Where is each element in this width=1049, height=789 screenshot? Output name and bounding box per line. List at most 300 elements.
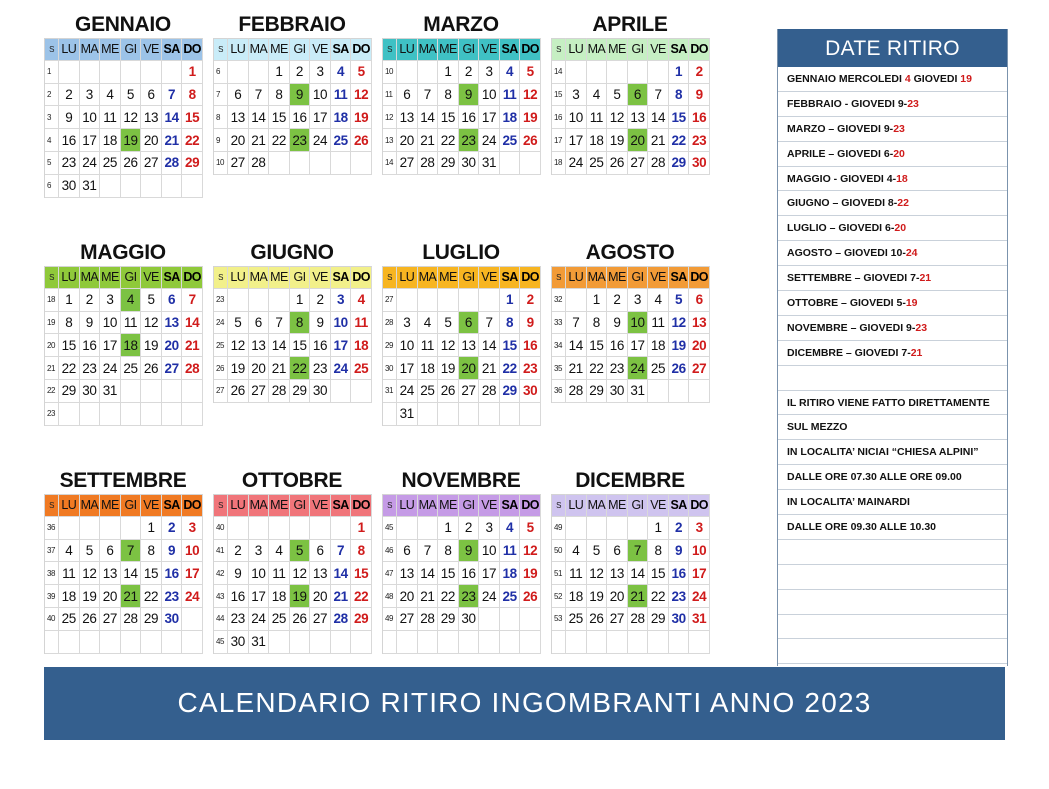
month-title: MAGGIO — [80, 241, 166, 264]
day-cell — [397, 61, 418, 84]
day-cell: 10 — [331, 312, 352, 335]
day-cell — [669, 380, 690, 403]
day-cell: 23 — [80, 357, 101, 380]
day-cell — [100, 631, 121, 654]
day-cell: 6 — [689, 289, 710, 312]
day-cell — [351, 152, 372, 175]
day-cell: 16 — [669, 562, 690, 585]
day-cell: 1 — [438, 61, 459, 84]
day-cell: 6 — [249, 312, 270, 335]
day-cell: 22 — [141, 585, 162, 608]
day-cell — [59, 403, 80, 426]
day-cell: 8 — [500, 312, 521, 335]
day-cell: 14 — [648, 106, 669, 129]
day-cell: 16 — [520, 334, 541, 357]
week-number-header: S — [214, 38, 228, 61]
week-number-cell: 43 — [214, 585, 228, 608]
month-grid — [213, 494, 371, 654]
day-cell: 31 — [80, 175, 101, 198]
day-cell — [331, 380, 352, 403]
week-number-cell: 37 — [45, 540, 59, 563]
weekday-header: GI — [628, 494, 649, 517]
day-cell: 7 — [566, 312, 587, 335]
day-cell: 21 — [566, 357, 587, 380]
day-cell: 1 — [438, 517, 459, 540]
day-cell: 1 — [587, 289, 608, 312]
week-number-cell: 6 — [214, 61, 228, 84]
day-cell — [689, 380, 710, 403]
weekday-header: ME — [100, 494, 121, 517]
day-cell — [438, 289, 459, 312]
day-cell: 25 — [269, 608, 290, 631]
day-cell: 10 — [80, 106, 101, 129]
weekday-header: VE — [479, 266, 500, 289]
pickup-info-text: APRILE – GIOVEDI 6- — [787, 147, 894, 160]
day-cell: 8 — [438, 540, 459, 563]
week-number-cell: 1 — [45, 61, 59, 84]
day-cell: 6 — [397, 84, 418, 107]
day-cell: 18 — [566, 585, 587, 608]
day-cell: 21 — [249, 129, 270, 152]
week-number-cell: 3 — [45, 106, 59, 129]
day-cell: 27 — [310, 608, 331, 631]
day-cell: 2 — [162, 517, 183, 540]
day-cell: 30 — [689, 152, 710, 175]
week-number-cell: 49 — [383, 608, 397, 631]
day-cell: 10 — [100, 312, 121, 335]
weekday-header: DO — [182, 38, 203, 61]
month-title: GIUGNO — [250, 241, 334, 264]
month-grid — [382, 38, 540, 175]
week-number-cell: 49 — [552, 517, 566, 540]
pickup-info-row — [778, 391, 1007, 416]
day-cell: 14 — [479, 334, 500, 357]
day-cell: 20 — [141, 129, 162, 152]
day-cell: 28 — [418, 152, 439, 175]
day-cell: 22 — [438, 129, 459, 152]
day-cell — [269, 152, 290, 175]
month-grid — [44, 266, 202, 426]
day-cell: 5 — [228, 312, 249, 335]
day-cell: 20 — [228, 129, 249, 152]
month-title: APRILE — [592, 13, 668, 36]
weekday-header: MA — [80, 38, 101, 61]
day-cell: 23 — [228, 608, 249, 631]
day-cell: 18 — [331, 106, 352, 129]
day-cell: 24 — [310, 129, 331, 152]
day-cell: 7 — [249, 84, 270, 107]
weekday-header: GI — [459, 38, 480, 61]
day-cell: 2 — [310, 289, 331, 312]
day-cell: 25 — [500, 585, 521, 608]
weekday-header: VE — [479, 494, 500, 517]
day-cell — [607, 631, 628, 654]
pickup-info-row — [778, 67, 1007, 92]
day-cell: 2 — [689, 61, 710, 84]
day-cell: 27 — [228, 152, 249, 175]
pickup-info-text: IL RITIRO VIENE FATTO DIRETTAMENTE — [787, 396, 990, 409]
day-cell: 7 — [182, 289, 203, 312]
day-cell — [418, 403, 439, 426]
weekday-header: ME — [269, 266, 290, 289]
day-cell: 11 — [269, 562, 290, 585]
pickup-day-cell: 22 — [290, 357, 311, 380]
day-cell: 31 — [397, 403, 418, 426]
day-cell — [587, 631, 608, 654]
day-cell: 3 — [479, 61, 500, 84]
pickup-day-cell: 23 — [290, 129, 311, 152]
week-number-cell: 40 — [214, 517, 228, 540]
day-cell: 12 — [587, 562, 608, 585]
day-cell — [310, 517, 331, 540]
day-cell: 5 — [351, 61, 372, 84]
day-cell: 1 — [59, 289, 80, 312]
day-cell — [59, 631, 80, 654]
pickup-info-text: DALLE ORE 09.30 ALLE 10.30 — [787, 521, 936, 534]
weekday-header: MA — [80, 266, 101, 289]
week-number-cell: 35 — [552, 357, 566, 380]
day-cell — [228, 289, 249, 312]
week-number-cell: 19 — [45, 312, 59, 335]
day-cell: 11 — [418, 334, 439, 357]
week-number-cell: 15 — [552, 84, 566, 107]
pickup-info-text: IN LOCALITA’ NICIAI “CHIESA ALPINI” — [787, 446, 979, 459]
week-number-cell: 12 — [383, 106, 397, 129]
day-cell: 22 — [648, 585, 669, 608]
day-cell: 15 — [648, 562, 669, 585]
day-cell: 28 — [566, 380, 587, 403]
pickup-info-row — [778, 590, 1007, 615]
day-cell: 10 — [310, 84, 331, 107]
day-cell: 8 — [59, 312, 80, 335]
weekday-header: SA — [162, 266, 183, 289]
day-cell: 15 — [269, 106, 290, 129]
day-cell: 27 — [459, 380, 480, 403]
day-cell: 22 — [669, 129, 690, 152]
month-ottobre — [213, 468, 371, 654]
day-cell: 11 — [121, 312, 142, 335]
pickup-info-row — [778, 440, 1007, 465]
week-number-cell: 41 — [214, 540, 228, 563]
weekday-header: DO — [351, 266, 372, 289]
day-cell: 24 — [100, 357, 121, 380]
day-cell — [418, 61, 439, 84]
weekday-header: LU — [59, 38, 80, 61]
day-cell: 17 — [566, 129, 587, 152]
day-cell: 19 — [669, 334, 690, 357]
day-cell: 29 — [290, 380, 311, 403]
week-number-cell: 38 — [45, 562, 59, 585]
day-cell: 2 — [607, 289, 628, 312]
day-cell: 10 — [249, 562, 270, 585]
day-cell: 20 — [607, 585, 628, 608]
day-cell — [100, 175, 121, 198]
day-cell: 19 — [80, 585, 101, 608]
day-cell: 19 — [438, 357, 459, 380]
day-cell: 13 — [249, 334, 270, 357]
day-cell: 21 — [418, 585, 439, 608]
day-cell: 18 — [269, 585, 290, 608]
day-cell: 5 — [607, 84, 628, 107]
weekday-header: LU — [228, 494, 249, 517]
pickup-day-cell: 4 — [121, 289, 142, 312]
week-number-header: S — [45, 266, 59, 289]
weekday-header: ME — [100, 38, 121, 61]
day-cell: 30 — [228, 631, 249, 654]
day-cell: 10 — [397, 334, 418, 357]
week-number-cell: 9 — [214, 129, 228, 152]
week-number-cell: 7 — [214, 84, 228, 107]
month-grid — [213, 266, 371, 403]
day-cell: 13 — [100, 562, 121, 585]
day-cell: 28 — [121, 608, 142, 631]
week-number-cell: 53 — [552, 608, 566, 631]
pickup-info-text: GENNAIO MERCOLEDI — [787, 73, 905, 85]
day-cell: 11 — [648, 312, 669, 335]
weekday-header: MA — [249, 38, 270, 61]
day-cell — [269, 517, 290, 540]
weekday-header: DO — [689, 266, 710, 289]
week-number-cell: 16 — [552, 106, 566, 129]
day-cell — [418, 631, 439, 654]
pickup-date-highlight: 20 — [893, 147, 905, 160]
month-agosto — [551, 240, 709, 403]
day-cell: 12 — [520, 84, 541, 107]
week-number-cell: 48 — [383, 585, 397, 608]
day-cell: 17 — [479, 562, 500, 585]
weekday-header: LU — [397, 494, 418, 517]
weekday-header: SA — [669, 38, 690, 61]
week-number-header: S — [383, 266, 397, 289]
day-cell: 26 — [520, 585, 541, 608]
day-cell: 30 — [80, 380, 101, 403]
weekday-header: VE — [648, 494, 669, 517]
day-cell: 26 — [669, 357, 690, 380]
weekday-header: SA — [331, 38, 352, 61]
week-number-cell: 52 — [552, 585, 566, 608]
day-cell: 28 — [648, 152, 669, 175]
weekday-header: GI — [121, 266, 142, 289]
pickup-info-text: IN LOCALITA’ MAINARDI — [787, 496, 910, 509]
day-cell: 24 — [331, 357, 352, 380]
day-cell — [121, 61, 142, 84]
day-cell: 31 — [249, 631, 270, 654]
weekday-header: LU — [228, 266, 249, 289]
pickup-info-text: OTTOBRE – GIOVEDI 5- — [787, 297, 906, 310]
pickup-info-row — [778, 241, 1007, 266]
day-cell: 20 — [162, 334, 183, 357]
pickup-info-text: GIUGNO – GIOVEDI 8- — [787, 197, 898, 210]
day-cell — [80, 403, 101, 426]
day-cell: 15 — [438, 562, 459, 585]
pickup-date-highlight: 18 — [896, 172, 908, 185]
day-cell: 4 — [500, 517, 521, 540]
week-number-header: S — [214, 494, 228, 517]
pickup-date-highlight: 19 — [905, 297, 918, 310]
week-number-cell: 47 — [383, 562, 397, 585]
day-cell — [459, 631, 480, 654]
weekday-header: MA — [418, 266, 439, 289]
day-cell: 12 — [141, 312, 162, 335]
day-cell: 4 — [59, 540, 80, 563]
day-cell — [566, 631, 587, 654]
weekday-header: GI — [628, 38, 649, 61]
day-cell: 1 — [669, 61, 690, 84]
day-cell: 12 — [438, 334, 459, 357]
day-cell: 3 — [628, 289, 649, 312]
pickup-day-cell: 23 — [459, 585, 480, 608]
day-cell — [607, 517, 628, 540]
day-cell: 17 — [331, 334, 352, 357]
week-number-cell: 18 — [552, 152, 566, 175]
pickup-dates-list — [778, 67, 1007, 664]
day-cell: 25 — [59, 608, 80, 631]
month-dicembre — [551, 468, 709, 654]
pickup-info-row — [778, 92, 1007, 117]
pickup-date-highlight: 22 — [897, 197, 909, 210]
day-cell: 20 — [100, 585, 121, 608]
day-cell: 2 — [520, 289, 541, 312]
day-cell: 30 — [669, 608, 690, 631]
day-cell — [418, 289, 439, 312]
day-cell: 11 — [59, 562, 80, 585]
day-cell: 17 — [628, 334, 649, 357]
day-cell: 30 — [459, 608, 480, 631]
day-cell: 26 — [80, 608, 101, 631]
day-cell: 8 — [587, 312, 608, 335]
month-title: LUGLIO — [422, 241, 500, 264]
day-cell: 4 — [100, 84, 121, 107]
day-cell — [121, 517, 142, 540]
week-number-cell: 26 — [214, 357, 228, 380]
weekday-header: SA — [500, 38, 521, 61]
day-cell: 19 — [351, 106, 372, 129]
week-number-cell: 28 — [383, 312, 397, 335]
pickup-dates-panel — [777, 29, 1008, 666]
week-number-cell: 33 — [552, 312, 566, 335]
weekday-header: ME — [269, 38, 290, 61]
month-title: NOVEMBRE — [401, 469, 521, 492]
day-cell: 15 — [182, 106, 203, 129]
pickup-info-row — [778, 216, 1007, 241]
day-cell: 30 — [520, 380, 541, 403]
pickup-info-row — [778, 266, 1007, 291]
day-cell — [648, 380, 669, 403]
month-marzo — [382, 12, 540, 175]
day-cell: 30 — [59, 175, 80, 198]
day-cell — [80, 631, 101, 654]
weekday-header: GI — [290, 38, 311, 61]
day-cell — [331, 631, 352, 654]
week-number-cell: 29 — [383, 334, 397, 357]
day-cell: 14 — [566, 334, 587, 357]
day-cell: 1 — [269, 61, 290, 84]
day-cell: 11 — [100, 106, 121, 129]
day-cell: 25 — [100, 152, 121, 175]
day-cell: 6 — [162, 289, 183, 312]
day-cell: 4 — [269, 540, 290, 563]
day-cell: 24 — [80, 152, 101, 175]
weekday-header: GI — [628, 266, 649, 289]
week-number-cell: 30 — [383, 357, 397, 380]
day-cell: 18 — [418, 357, 439, 380]
day-cell — [80, 517, 101, 540]
day-cell: 15 — [587, 334, 608, 357]
day-cell: 7 — [418, 540, 439, 563]
weekday-header: ME — [438, 38, 459, 61]
day-cell: 9 — [520, 312, 541, 335]
day-cell: 24 — [249, 608, 270, 631]
pickup-date-highlight: 19 — [960, 73, 972, 85]
day-cell: 27 — [689, 357, 710, 380]
week-number-cell: 23 — [45, 403, 59, 426]
day-cell — [269, 631, 290, 654]
day-cell: 2 — [459, 517, 480, 540]
day-cell: 14 — [121, 562, 142, 585]
week-number-cell: 22 — [45, 380, 59, 403]
day-cell — [520, 403, 541, 426]
day-cell — [479, 608, 500, 631]
day-cell — [566, 61, 587, 84]
pickup-day-cell: 6 — [459, 312, 480, 335]
day-cell: 23 — [689, 129, 710, 152]
weekday-header: LU — [59, 266, 80, 289]
month-febbraio — [213, 12, 371, 175]
pickup-info-row — [778, 515, 1007, 540]
day-cell: 4 — [418, 312, 439, 335]
day-cell: 17 — [310, 106, 331, 129]
day-cell — [397, 631, 418, 654]
footer-banner — [44, 667, 1005, 740]
weekday-header: LU — [228, 38, 249, 61]
day-cell: 19 — [520, 562, 541, 585]
day-cell: 13 — [228, 106, 249, 129]
day-cell: 29 — [587, 380, 608, 403]
day-cell: 20 — [310, 585, 331, 608]
day-cell: 20 — [689, 334, 710, 357]
weekday-header: MA — [587, 38, 608, 61]
pickup-day-cell: 18 — [121, 334, 142, 357]
week-number-cell: 36 — [552, 380, 566, 403]
month-title: MARZO — [423, 13, 499, 36]
day-cell: 25 — [500, 129, 521, 152]
day-cell — [249, 289, 270, 312]
day-cell: 2 — [59, 84, 80, 107]
day-cell: 12 — [351, 84, 372, 107]
day-cell — [141, 380, 162, 403]
day-cell — [121, 403, 142, 426]
day-cell: 23 — [59, 152, 80, 175]
pickup-day-cell: 9 — [459, 84, 480, 107]
day-cell: 1 — [500, 289, 521, 312]
day-cell: 24 — [689, 585, 710, 608]
day-cell: 7 — [331, 540, 352, 563]
day-cell: 14 — [162, 106, 183, 129]
day-cell: 18 — [500, 106, 521, 129]
day-cell — [689, 631, 710, 654]
day-cell: 2 — [228, 540, 249, 563]
day-cell: 17 — [100, 334, 121, 357]
day-cell: 3 — [689, 517, 710, 540]
day-cell: 13 — [607, 562, 628, 585]
weekday-header: DO — [520, 494, 541, 517]
day-cell: 23 — [162, 585, 183, 608]
day-cell — [162, 380, 183, 403]
day-cell — [228, 517, 249, 540]
day-cell: 31 — [689, 608, 710, 631]
day-cell: 8 — [182, 84, 203, 107]
weekday-header: SA — [331, 266, 352, 289]
